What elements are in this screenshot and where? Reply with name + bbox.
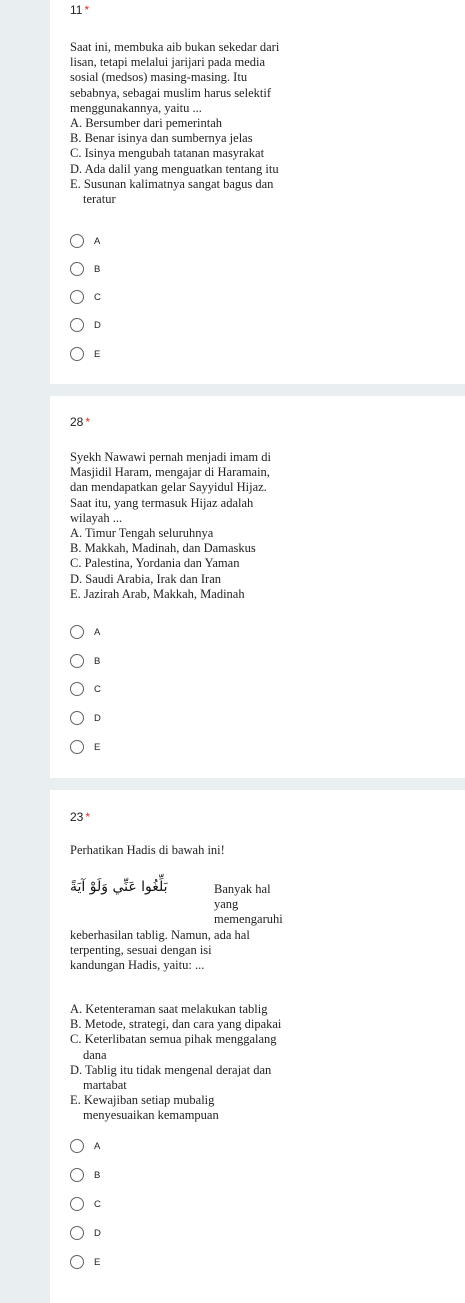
radio-circle-icon[interactable] <box>70 1197 84 1211</box>
choice-text-d: D. Tablig itu tidak mengenal derajat dan <box>70 1062 272 1077</box>
option-a[interactable]: A <box>70 231 100 251</box>
question-text: keberhasilan tablig. Namun, ada hal terpenting, sesuai dengan isi kandungan Hadis, yaitu: ... <box>70 928 250 973</box>
radio-circle-icon[interactable] <box>70 290 84 304</box>
question-number: 28 * <box>70 415 91 429</box>
choice-text-a: A. Bersumber dari pemerintah <box>70 116 223 131</box>
question-card-23 <box>50 790 465 1303</box>
option-e[interactable]: E <box>70 737 100 757</box>
option-d[interactable]: D <box>70 315 101 335</box>
option-c[interactable]: C <box>70 1194 101 1214</box>
option-b[interactable]: B <box>70 1165 100 1185</box>
required-asterisk: * <box>84 3 90 17</box>
question-number: 11 * <box>70 3 90 17</box>
arabic-hadith-text: بَلِّغُوا عَنِّي وَلَوْ آيَةً <box>70 879 168 895</box>
question-text-side: Banyak hal yang memengaruhi <box>214 882 283 927</box>
radio-circle-icon[interactable] <box>70 740 84 754</box>
option-a[interactable]: A <box>70 622 100 642</box>
choice-text-b: B. Makkah, Madinah, dan Damaskus <box>70 541 256 556</box>
choice-text-a: A. Ketenteraman saat melakukan tablig <box>70 1002 268 1016</box>
choice-text-e: E. Kewajiban setiap mubalig <box>70 1093 215 1108</box>
option-d[interactable]: D <box>70 1223 101 1243</box>
radio-circle-icon[interactable] <box>70 234 84 248</box>
option-b[interactable]: B <box>70 651 100 671</box>
choice-text-c: C. Palestina, Yordania dan Yaman <box>70 556 240 571</box>
option-c[interactable]: C <box>70 679 101 699</box>
radio-circle-icon[interactable] <box>70 1255 84 1269</box>
choice-text-a: A. Timur Tengah seluruhnya <box>70 526 214 541</box>
question-card-11 <box>50 0 465 384</box>
choice-text-b: B. Metode, strategi, dan cara yang dipakai <box>70 1017 282 1032</box>
choice-text-e-cont: teratur <box>83 192 116 207</box>
radio-circle-icon[interactable] <box>70 1226 84 1240</box>
question-card-28 <box>50 396 465 778</box>
choice-text-b: B. Benar isinya dan sumbernya jelas <box>70 131 253 146</box>
choice-text-c: C. Isinya mengubah tatanan masyrakat <box>70 146 265 161</box>
option-e[interactable]: E <box>70 1252 100 1272</box>
question-intro: Perhatikan Hadis di bawah ini! <box>70 843 225 857</box>
radio-circle-icon[interactable] <box>70 1168 84 1182</box>
radio-circle-icon[interactable] <box>70 711 84 725</box>
option-a[interactable]: A <box>70 1136 100 1156</box>
radio-circle-icon[interactable] <box>70 682 84 696</box>
option-e[interactable]: E <box>70 344 100 364</box>
choice-text-e: E. Susunan kalimatnya sangat bagus dan <box>70 176 274 191</box>
choice-text-e: E. Jazirah Arab, Makkah, Madinah <box>70 586 245 601</box>
radio-circle-icon[interactable] <box>70 347 84 361</box>
choices-list <box>70 1002 455 1124</box>
required-asterisk: * <box>85 810 91 824</box>
choice-text-e-cont: menyesuaikan kemampuan <box>83 1108 219 1123</box>
option-c[interactable]: C <box>70 287 101 307</box>
radio-circle-icon[interactable] <box>70 654 84 668</box>
option-d[interactable]: D <box>70 708 101 728</box>
radio-circle-icon[interactable] <box>70 262 84 276</box>
choice-text-d-cont: martabat <box>83 1078 127 1093</box>
option-b[interactable]: B <box>70 259 100 279</box>
choice-text-c: C. Keterlibatan semua pihak menggalang <box>70 1032 277 1047</box>
required-asterisk: * <box>85 415 91 429</box>
radio-circle-icon[interactable] <box>70 1139 84 1153</box>
radio-circle-icon[interactable] <box>70 625 84 639</box>
choice-text-d: D. Saudi Arabia, Irak dan Iran <box>70 571 221 586</box>
choice-text-d: D. Ada dalil yang menguatkan tentang itu <box>70 161 279 176</box>
question-text: Syekh Nawawi pernah menjadi imam di Masjidil Haram, mengajar di Haramain, dan mendapatkan gelar Sayyidul Hijaz. Saat itu, yang termasuk Hijaz adalah wilayah ... A. Timur Tengah seluruhnya B. Makkah, Madinah, dan Damaskus C. Palestina, Yordania dan Yaman D. Saudi Arabia, Irak dan Iran E. Jazirah Arab, Makkah, Madinah <box>70 450 455 602</box>
question-number: 23 * <box>70 810 91 824</box>
question-text: Saat ini, membuka aib bukan sekedar dari lisan, tetapi melalui jarijari pada media sosial (medsos) masing-masing. Itu sebabnya, sebagai muslim harus selektif menggunakannya, yaitu ... A. Bersumber dari pemerintah B. Benar isinya dan sumbernya jelas C. Isinya mengubah tatanan masyrakat D. Ada dalil yang menguatkan tentang itu E. Susunan kalimatnya sangat bagus dan teratur <box>70 40 455 207</box>
choice-text-c-cont: dana <box>83 1047 107 1062</box>
radio-circle-icon[interactable] <box>70 318 84 332</box>
